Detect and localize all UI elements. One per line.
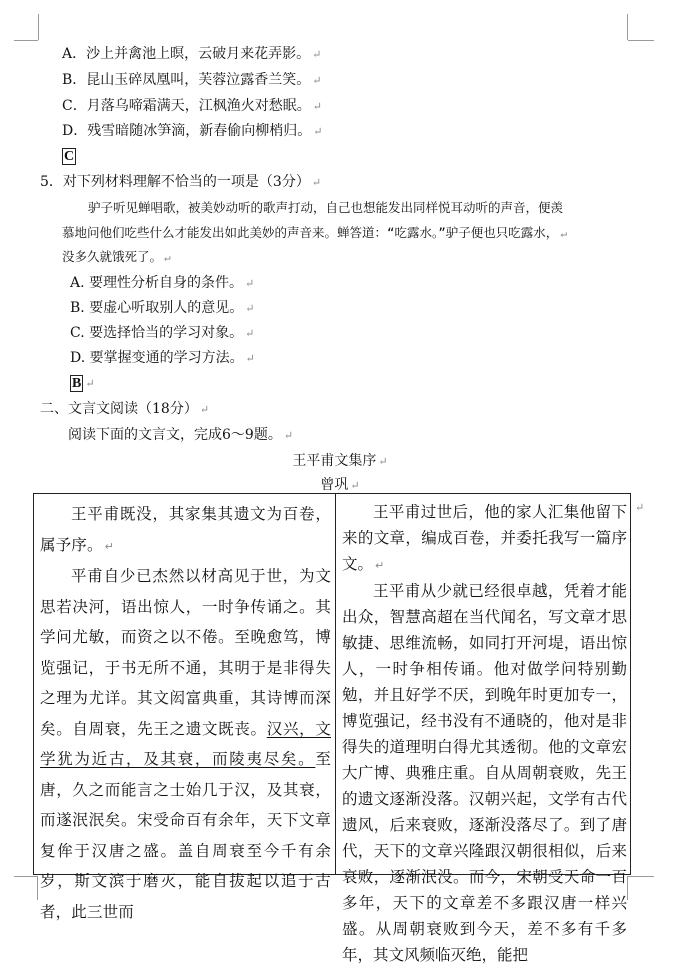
translation-paragraph-2: 王平甫从少就已经很卓越，凭着才能出众，智慧高超在当代闻名，写文章才思敏捷、思维流畅，如同打开河堤，语出惊人，一时争相传诵。他对做学问特别勤勉，并且好学不厌，到晚年时更加专一，博览强记，经书没有不通晓的，他对是非得失的道理明白得尤其透彻。他的文章宏大广博、典雅庄重。自从周朝衰败，先王的遗文逐渐没落。汉朝兴起，文学有古代遗风，后来衰败，逐渐没落尽了。到了唐代，天下的文章兴隆跟汉朝很相似，后来衰败，逐渐泯没。而今，宋朝受天命一百多年，天下的文章差不多跟汉唐一样兴盛。从周朝衰败到今天，差不多有千多年，其文风频临灭绝，能把 <box>342 583 627 964</box>
crop-mark-top-right-h <box>628 39 654 41</box>
column-divider <box>335 494 336 874</box>
q5-answer: B ↵ <box>72 376 95 391</box>
crop-mark-bottom-left-h <box>14 876 38 878</box>
q4-option-c: C．月落乌啼霜满天，江枫渔火对愁眠。 ↵ <box>62 98 322 114</box>
underlined-sentence: 汉兴，文学犹为近古，及其衰，而陵夷尽矣。 <box>40 720 331 768</box>
q5-stem: 5．对下列材料理解不恰当的一项是（3分） ↵ <box>40 174 322 190</box>
q4-option-a: A．沙上并禽池上暝，云破月来花弄影。 ↵ <box>62 46 322 62</box>
q5-story-line-3: 没多久就饿死了。 ↵ <box>62 249 171 264</box>
q5-story-line-2: 慕地问他们吃些什么才能发出如此美妙的声音来。蝉答道：“吃露水。”驴子便也只吃露水， ↵ <box>62 225 567 240</box>
crop-mark-bottom-right-h <box>628 876 654 878</box>
table-row-end-mark: ↵ <box>635 501 645 514</box>
q5-option-b: B. 要虚心听取别人的意见。 ↵ <box>70 300 255 316</box>
crop-mark-top-left-h <box>14 39 38 41</box>
classical-paragraph-1: 王平甫既没，其家集其遗文为百卷，属予序。 ↵ <box>40 506 331 554</box>
crop-mark-bottom-left <box>37 876 39 900</box>
translation-column <box>342 500 627 969</box>
q4-option-b: B．昆山玉碎凤凰叫，芙蓉泣露香兰笑。 ↵ <box>62 72 322 88</box>
q5-option-a: A. 要理性分析自身的条件。 ↵ <box>70 275 255 291</box>
crop-mark-top-right <box>627 14 629 40</box>
q5-story-line-1: 驴子听见蝉唱歌，被美妙动听的歌声打动，自己也想能发出同样悦耳动听的声音，便羡 <box>88 200 564 215</box>
q5-option-c: C. 要选择恰当的学习对象。 ↵ <box>70 325 255 341</box>
crop-mark-top-left <box>26 14 39 40</box>
q4-answer: C <box>64 149 75 164</box>
q5-option-d: D. 要掌握变通的学习方法。 ↵ <box>70 350 255 366</box>
section-two-instruction: 阅读下面的文言文，完成6～9题。 ↵ <box>68 427 294 443</box>
classical-text-column <box>40 500 331 928</box>
classical-paragraph-2: 平甫自少已杰然以材高见于世，为文思若决河，语出惊人，一时争传诵之。其学问尤敏，而资之以不倦。至晚愈笃，博览强记，于书无所不通，其明于是非得失之理为尤详。其文闳富典重，其诗博而深矣。自周衰，先王之遗文既丧。汉兴，文学犹为近古，及其衰，而陵夷尽矣。至唐，久之而能言之士始几于汉，及其衰，而遂泯泯矣。宋受命百有余年，天下文章复侔于汉唐之盛。盖自周衰至今千有余岁，斯文滨于磨灭，能自拔起以追于古者，此三世而 <box>40 568 331 921</box>
translation-paragraph-1: 王平甫过世后，他的家人汇集他留下来的文章，编成百卷，并委托我写一篇序文。 ↵ <box>342 504 627 573</box>
article-title: 王平甫文集序 ↵ <box>292 453 388 469</box>
text-translation-table <box>33 493 631 964</box>
article-author: 曾巩 ↵ <box>320 477 360 493</box>
q4-option-d: D．残雪暗随冰笋滴，新春偷向柳梢归。 ↵ <box>62 123 323 139</box>
section-two-heading: 二、文言文阅读（18分） ↵ <box>40 401 210 417</box>
crop-mark-bottom-right <box>627 876 629 900</box>
